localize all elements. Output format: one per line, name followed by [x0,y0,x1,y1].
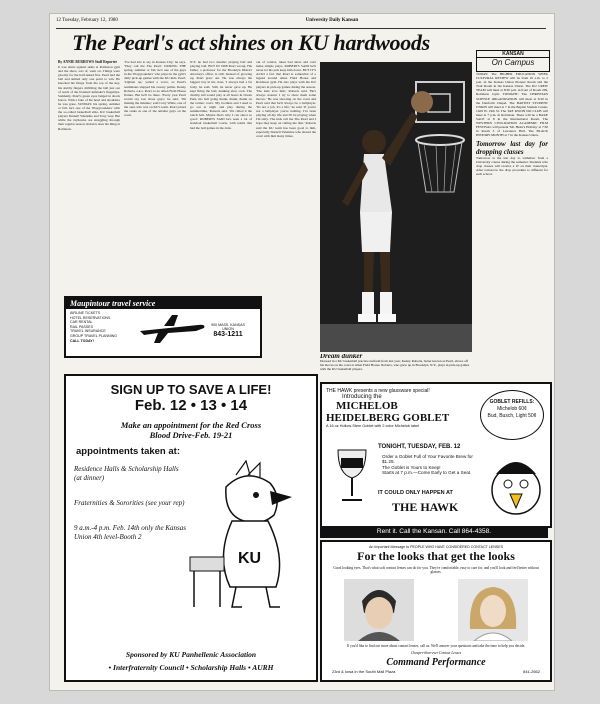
article-column-4 [256,60,316,374]
travel-ad [64,296,262,358]
hawk-ad-intro: THE HAWK presents a new glassware special! [326,388,430,394]
travel-service: TRAVEL INSURANCE [70,329,106,334]
contact-lens-ad [320,540,552,682]
blood-ad-location: 9 a.m.-4 p.m. Feb. 14th only the Kansas Union 4th level-Booth 2 [74,524,186,541]
running-header [56,18,546,29]
drop-classes-headline: Tomorrow last day for dropping classes [476,139,548,156]
travel-call: CALL TODAY! [70,338,94,343]
looks-ad-body: Good looking eyes. That's what soft contact lenses can do for you. They're comfortable, easy to care for, and you'll look and feel better without glasses. [333,566,539,575]
looks-ad-company: Command Performance [386,657,486,669]
hawk-ad-happen: IT COULD ONLY HAPPEN AT [378,490,453,496]
article-column-3 [190,60,252,290]
on-campus-text: TODAY: The HIGHER EDUCATION WEEK CULTURAL REVIEW will be from 10 a.m. to 2 p.m. in the Kansas Union Pioneer Room and the Trail Room in the Kansas Union. The KU CREW TEAM will meet at 8:30 p.m. in front of Room 209, Robinson Gym. TONIGHT: The CHRISTIAN SCIENCE ORGANIZATION will meet at 6:30 in the Danforth Chapel. The BAPTIST STUDENT UNION will meet at 7 in the Baptist Student Center, 1629 W. 19th St. The TAE KWON DO CLUB will meet at 7 p.m. in Robinson. There will be a BAKE SALE at 8 in the International Room. The WESTERN CIVILIZATION ACADEMIC FILM FESTIVAL will present 'Mr. Hulot's Holiday' at 7:30 in Room 3 of Lawrence Hall. The BLACK HISTORY MONTH at 7 in the Kansas Union. [476,72,548,138]
article-text-3: N.Y. he had two dreams: playing ball and playing ball. BUT IN 1968 Pearl wrong. His father, a professor for the Brooklyn District Attorney's office, is still. Instead of growing up, Pearl grew out. He was always the biggest boy in his class. 'I always had a fat body, he said. Still, he never gave up. He kept firing the ball, dunking shot, rock. The chubby kid would play at all hours in Ocean Park, his ball going thunk, thunk, thunk on the tarmac court. 'My brothers and I used to go out at night and play during the summertime,' Roberts said. 'We called it the ranch ball. Maybe that's why I can shoot so good.' ROBERTS SAID he's seen a lot of standout basketball courts, with teams that had the ball games in the dark. [190,60,252,130]
article-text-1: It was skirts against skins at Robinson gym and the show, sort of, went on. Things were gloomy for the half-naked five. Pearl had the ball and smiled only one point to win. He knocked his fringe from the top of the key, his stubby fingers dribbling the ball just out of reach of the frenzied defender's fingertips. Suddenly, Pearl's green eyes bulged in shock horror. With a fake of his head and shoulders he was gone. SUNDAY, his spring, summer or fall, he's one of the 'Playgrounders' with the so-called basketball elite, KU basketball players Darnell Valentine and Tony Guy. But while the Jayhawks are struggling through their regular season, Roberts does his thing at Robinson. [58,65,120,131]
ku-letters: KU [238,550,262,567]
blood-ad-location: Residence Halls & Scholarship Halls (at dinner) [74,465,179,482]
airplane-icon [138,311,208,345]
article-column-1 [58,60,120,290]
article-column-2 [124,60,186,290]
blood-ad-headline: SIGN UP TO SAVE A LIFE! [110,382,272,397]
refill-price: Bud, Busch, Light 50¢ [487,413,537,419]
travel-phone: 843-1211 [213,331,243,338]
travel-service: CAR RENTAL [70,320,93,325]
hawk-ad-bullet: Order a Goblet Full of Your Favorite Brew for $1.25. [382,454,473,465]
hawk-ad-introducing: Introducing the [342,394,382,400]
blood-ad-sponsor2: • Interfraternity Council • Scholarship Halls • AURH [108,663,274,672]
classified-banner: Rent it. Call the Kansan. Call 864-4358. [320,526,548,538]
photo-caption [320,354,472,376]
hawk-ad-bullet: Starts at 7 p.m.—Come Early to Get a Seat. [382,470,472,476]
blood-ad-make: Make an appointment for the Red Cross [120,420,262,430]
hawk-ad-place: THE HAWK [392,500,459,514]
jayhawk-nurse-icon [186,457,306,617]
blood-ad-appointments: appointments taken at: [76,446,180,457]
travel-address: 900 MASS. KANSAS UNION [211,323,245,331]
hawk-ad-sub: A 16 oz Hollow-Stem Goblet with 2 color Michelob label [326,424,420,428]
on-campus-label: On Campus [491,58,535,67]
blood-ad-location: Fraternities & Sororities (see your rep) [74,499,185,507]
drop-classes-text: Tomorrow is the last day to withdraw from a University course during the semester. Students who drop classes will receive a W on their transcripts. After tomorrow the drop procedure is different for each school. [476,155,548,176]
newspaper-page [50,14,554,690]
blood-ad-sponsor: Sponsored by KU Panhellenic Association [125,650,257,659]
refills-bubble [480,390,544,440]
travel-ad-name: Maupintour travel service [66,298,260,309]
caption-title: Dream dunker [320,354,363,360]
basketball-player-image [320,62,472,352]
travel-service: RAIL PASSES [70,324,93,329]
caption-text: Dressed in a KU basketball practice uniform from last year, Kenny Roberts, better known as Pearl, shows off his moves on the court at Allen Field House. Roberts, who grew up in Brooklyn, N.Y., plays in pick-up games with the KU basketball players. [320,359,470,371]
hawk-ad-tonight: TONIGHT, TUESDAY, FEB. 12 [378,444,461,450]
looks-ad-body2: If you'd like to find out more about contact lenses, call us. We'll answer your questions and take the time to help you decide. [346,643,526,648]
kansan-label: KANSAN [477,51,549,58]
looks-ad-headline: For the looks that get the looks [357,549,515,563]
jayhawk-mascot-icon [486,446,546,518]
article-byline: By ANNIE BURROWS Staff Reporter [58,60,118,64]
refill-price: Michelob 60¢ [497,406,527,412]
looks-ad-rate: Cheaper-than-ever Contact Lenses [410,651,462,656]
blood-drive-ad [64,374,318,682]
page-headline: The Pearl's act shines on KU hardwoods [72,30,430,55]
hawk-michelob-ad [320,382,552,528]
travel-service: HOTEL RESERVATIONS [70,315,111,320]
man-portrait-image [344,579,414,641]
hawk-ad-brand: MICHELOB [336,400,398,412]
hawk-ad-product: HEIDELBERG GOBLET [326,412,450,424]
publication-name: University Daily Kansan [305,18,359,23]
article-text-4: out of control, takes bad shots and can't make simple plays. ROBERTS SAID he'll never let his pals keep him down. BUT IT'S ALSO a fact that Pearl is somewhat of a legend around Allen Field House and Robinson gym. He also plays with the KU players in pick-up games during the season. 'The kids love him,' Roberts said. 'He's always around. I try to show them some moves.' He was shooting on the court and Pearl said that he'll always be a ballplayer. 'It's not a job, it's a life,' he said. 'If you're not a ballplayer you're nothing. I've been playing all my life and I'll be playing when I'm sixty. The kids call me The Pearl and I hope they keep on calling me that.' Roberts said the KU team has been good to him, especially Darnell Valentine who shared the court with him many times. [256,60,316,138]
blood-ad-drive: Blood Drive-Feb. 19-21 [149,430,233,440]
hawk-ad-bullet: The Goblet is Yours to Keep! [382,464,441,470]
woman-portrait-image [458,579,528,641]
blood-ad-dates: Feb. 12 • 13 • 14 [134,397,248,414]
goblet-icon [332,448,372,504]
looks-ad-phone: 841-2662 [523,669,540,675]
travel-service: AIRLINE TICKETS [70,311,101,315]
page-date: 12 Tuesday, February 12, 1980 [56,18,118,23]
looks-ad-pre: An Important Message to PEOPLE WHO HAVE CONSIDERED CONTACT LENSES [368,545,503,549]
photo-dream-dunker [320,62,472,352]
looks-ad-address: 23rd & Iowa in the South Mall Plaza [332,669,396,675]
travel-service: GROUP TRAVEL PLANNING [70,333,117,338]
article-text-2: 'I've had lots to say in Kansas City,' he says. 'They call me The Pearl.' DURING THE spring, summer or fall, he's one of the guys in the 'Playgrounders' who plays in the gym's daily pick-up games with the KU kids. Pearl: 'Lighten up,' yelled a voice, as Pearl's teammates slapped his sweaty palms. Kenny Roberts, a.k.a. Pearl, is no Allen Field House fixture. But he'll be there. 'Every year Pearl would say Get those guys,' he said. 'I'm making the mistake,' said Coby White, one of the ones who was on KU's team. Pearl joined the ranks as one of the smaller guys on the court. [124,60,186,118]
on-campus-listings [476,72,548,372]
on-campus-banner [476,50,550,72]
refills-title: GOBLET REFILLS: [489,399,535,405]
